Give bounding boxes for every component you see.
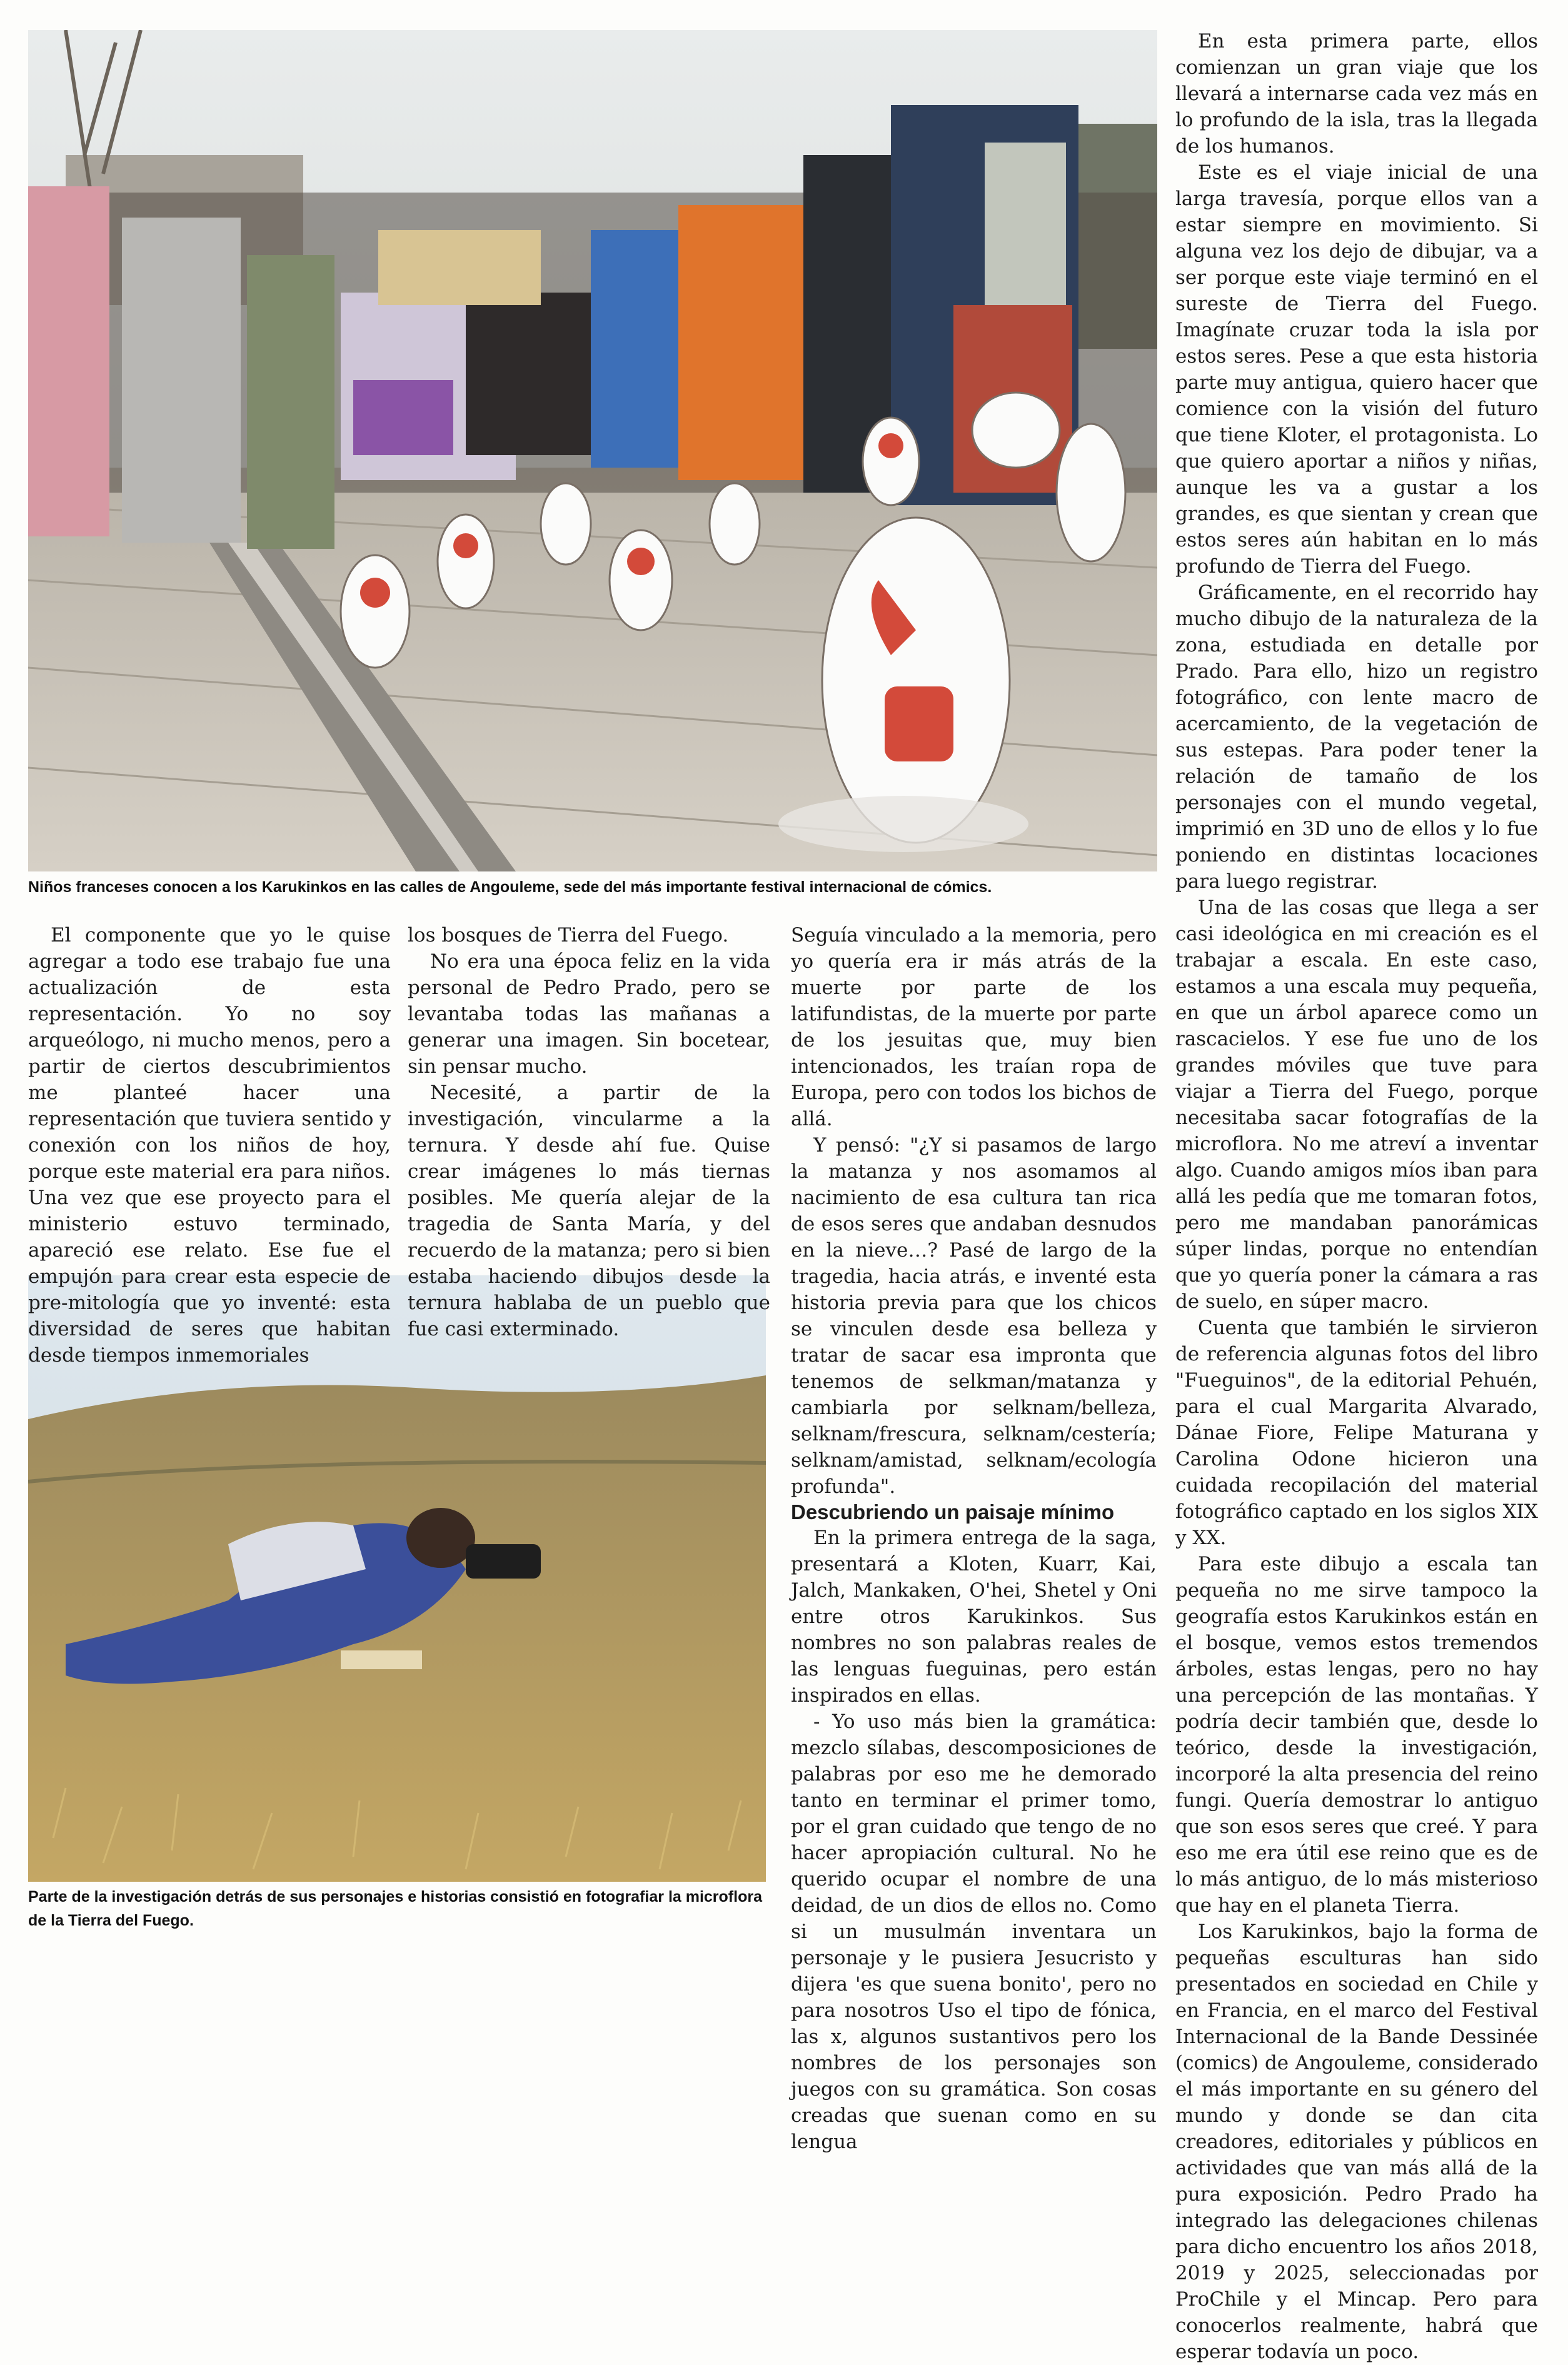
photo1-caption: Niños franceses conocen a los Karukinkos en las calles de Angouleme, sede del más importante festival internacional de cómics. xyxy=(28,878,992,896)
col3-paragraph: - Yo uso más bien la gramática: mezclo sílabas, descomposiciones de palabras por eso me he demorado tanto en terminar el primer tomo, por el gran cuidado que tengo de no hacer apropiación cultural. No he querido ocupar el nombre de una deidad, de un dios de ellos no. Como si un musulmán inventara un personaje y le pusiera Jesucristo y dijera 'es que suena bonito', pero no para nosotros Uso el tipo de fónica, las x, algunos sustantivos pero los nombres de los personajes son juegos con su gramática. Son cosas creadas que suenan como en su lengua xyxy=(791,1710,1157,2153)
col4-paragraph: Una de las cosas que llega a ser casi ideológica en mi creación es el trabajar a escala. En este caso, estamos a una escala muy pequeña, en que un árbol aparece como un rascacielos. Y ese fue uno de los grandes móviles que tuve para viajar a Tierra del Fuego, porque necesitaba sacar fotografías de la microflora. No me atreví a inventar algo. Cuando amigos míos iban para allá les pedía que me tomaran fotos, pero me mandaban panorámicas súper lindas, porque no entendían que yo quería poner la cámara a ras de suelo, en súper macro. xyxy=(1175,896,1538,1313)
col3-paragraph: Y pensó: "¿Y si pasamos de largo la matanza y nos asomamos al nacimiento de esa cultura tan rica de esos seres que andaban desnudos en la nieve…? Pasé de largo de la tragedia, hacia atrás, e inventé esta historia previa para que los chicos se vinculen desde esa belleza y tratar de sacar esa impronta que tenemos de selkman/matanza y cambiarla por selknam/belleza, selknam/frescura, selknam/cestería; selknam/amistad, selknam/ecología profunda". xyxy=(791,1134,1157,1498)
photo2-caption: Parte de la investigación detrás de sus personajes e historias consistió en fotografiar la microflora de la Tierra del Fuego. xyxy=(28,1888,762,1929)
col3-paragraph: Seguía vinculado a la memoria, pero yo quería era ir más atrás de la muerte por parte de los latifundistas, de la muerte por parte de los jesuitas que, muy bien intencionados, les traían ropa de Europa, pero con todos los bichos de allá. xyxy=(791,924,1157,1130)
photo-children-karukinkos xyxy=(28,30,1157,871)
col4-paragraph: Para este dibujo a escala tan pequeña no me sirve tampoco la geografía estos Karukinkos están en el bosque, vemos estos tremendos árboles, estas lengas, pero no hay una percepción de las montañas. Y podría decir también que, desde lo teórico, desde la investigación, incorporé la alta presencia del reino fungi. Quería demostrar lo antiguo que son esos seres que creé. Y para eso me era útil ese reino que es de lo más antiguo, de lo más misterioso que hay en el planeta Tierra. xyxy=(1175,1553,1538,1917)
col1-paragraph: El componente que yo le quise agregar a todo ese trabajo fue una actualización de esta representación. Yo no soy arqueólogo, ni mucho menos, pero a partir de ciertos descubrimientos me planteé hacer una representación que tuviera sentido y conexión con los niños de hoy, porque este material era para niños. Una vez que ese proyecto para el ministerio estuvo terminado, apareció ese relato. Ese fue el empujón para crear esta especie de pre-mitología que yo inventé: esta diversidad de seres que habitan desde tiempos inmemoriales xyxy=(28,924,391,1367)
col2-paragraph: Necesité, a partir de la investigación, vincularme a la ternura. Y desde ahí fue. Quise crear imágenes lo más tiernas posibles. Me quería alejar de la tragedia de Santa María, y del recuerdo de la matanza; pero si bien estaba haciendo dibujos desde la ternura hablaba de un pueblo que fue casi exterminado. xyxy=(408,1082,770,1340)
col4-paragraph: Los Karukinkos, bajo la forma de pequeñas esculturas han sido presentados en sociedad en Chile y en Francia, en el marco del Festival Internacional de la Bande Dessinée (comics) de Angouleme, considerado el más importante en su género del mundo y donde se dan cita creadores, editoriales y públicos en actividades que van más allá de la pura exposición. Pedro Prado ha integrado las delegaciones chilenas para dicho encuentro los años 2018, 2019 y 2025, seleccionadas por ProChile y el Mincap. Pero para conocerlos realmente, habrá que esperar todavía un poco. xyxy=(1175,1921,1538,2363)
col4-paragraph: Cuenta que también le sirvieron de referencia algunas fotos del libro "Fueguinos", de la editorial Pehuén, para el cual Margarita Alvarado, Dánae Fiore, Felipe Maturana y Carolina Odone hicieron una cuidada recopilación del material fotográfico captado en los siglos XIX y XX. xyxy=(1175,1317,1538,1549)
section-subhead: Descubriendo un paisaje mínimo xyxy=(791,1500,1115,1524)
col3-paragraph: En la primera entrega de la saga, presentará a Kloten, Kuarr, Kai, Jalch, Mankaken, O'hei, Shetel y Oni entre otros Karukinkos. Sus nombres no son palabras reales de las lenguas fueguinas, pero están inspirados en ellas. xyxy=(791,1527,1157,1707)
col2-paragraph: los bosques de Tierra del Fuego. xyxy=(408,924,729,947)
col4-paragraph: En esta primera parte, ellos comienzan un gran viaje que los llevará a internarse cada vez más en lo profundo de la isla, tras la llegada de los humanos. xyxy=(1175,30,1538,158)
col4-paragraph: Este es el viaje inicial de una larga travesía, porque ellos van a estar siempre en movimiento. Si alguna vez los dejo de dibujar, va a ser porque este viaje terminó en el sureste de Tierra del Fuego. Imagínate cruzar toda la isla por estos seres. Pese a que esta historia parte muy antigua, quiero hacer que comience con la visión del futuro que tiene Kloter, el protagonista. Lo que quiero aportar a niños y niñas, aunque les va a gustar a los grandes, es que sientan y crean que estos seres aún habitan en lo más profundo de Tierra del Fuego. xyxy=(1175,161,1538,578)
column-3 xyxy=(791,922,1157,2155)
col4-paragraph: Gráficamente, en el recorrido hay mucho dibujo de la naturaleza de la zona, estudiada en detalle por Prado. Para ello, hizo un registro fotográfico, con lente macro de acercamiento, de la vegetación de sus estepas. Para poder tener la relación de tamaño de los personajes con el mundo vegetal, imprimió en 3D uno de ellos y lo fue poniendo en distintas locaciones para luego registrar. xyxy=(1175,581,1538,893)
col2-paragraph: No era una época feliz en la vida personal de Pedro Prado, pero se levantaba todas las mañanas a generar una imagen. Sin bocetear, sin pensar mucho. xyxy=(408,950,770,1078)
column-2 xyxy=(408,922,770,1342)
column-1 xyxy=(28,922,391,1368)
column-4 xyxy=(1175,28,1538,2365)
